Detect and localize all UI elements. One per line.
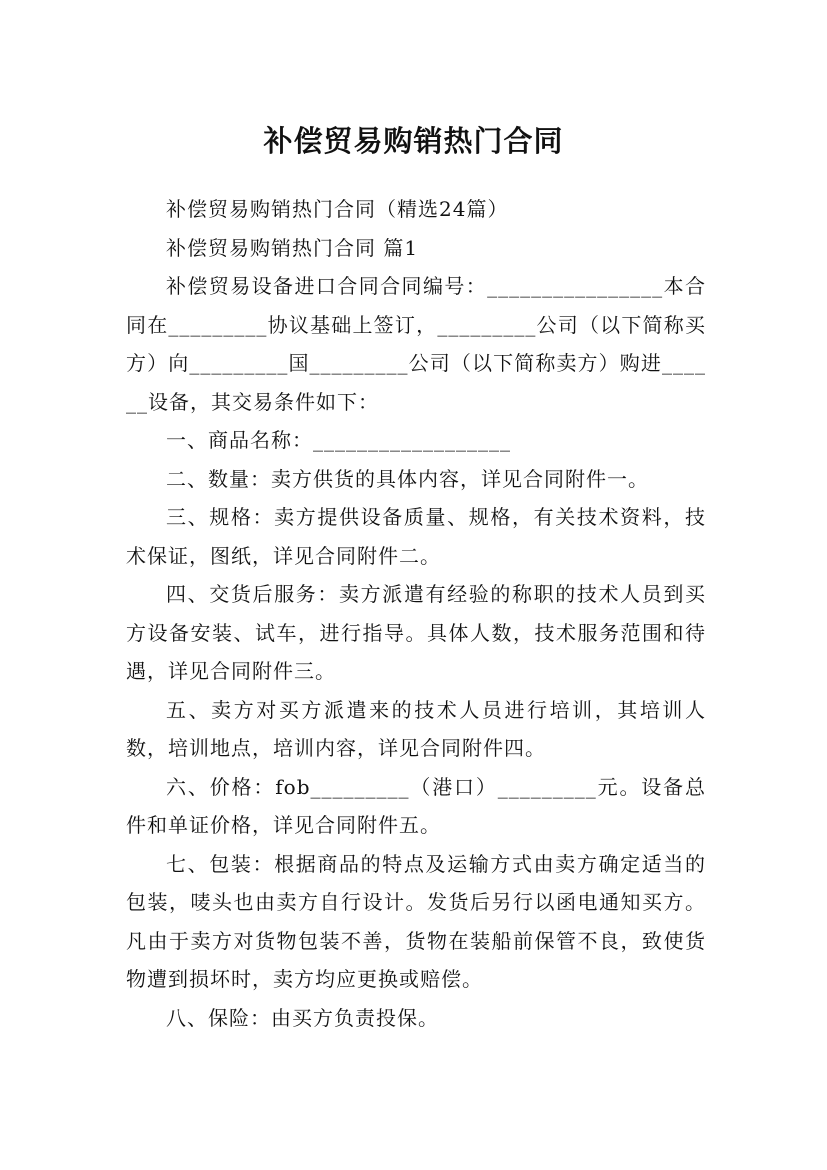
section-heading: 补偿贸易购销热门合同 篇1 [166,235,419,260]
document-title: 补偿贸易购销热门合同 [263,124,564,159]
clause-product-name: 一、商品名称：__________________ [166,428,511,452]
subtitle-paragraph: 补偿贸易购销热门合同（精选24篇） [166,197,509,221]
clause-price: 六、价格：fob_________（港口）_________元。设备总件和单证价格，详见合同附件五。 [126,774,706,837]
contract-intro-paragraph: 补偿贸易设备进口合同合同编号：________________本合同在_________协议基础上签订，_________公司（以下简称买方）向_________国_________公司（以下简称卖方）购进______设备，其交易条件如下： [126,274,706,414]
clause-after-delivery-service: 四、交货后服务：卖方派遣有经验的称职的技术人员到买方设备安装、试车，进行指导。具体人数，技术服务范围和待遇，详见合同附件三。 [126,582,706,683]
clause-specification: 三、规格：卖方提供设备质量、规格，有关技术资料，技术保证，图纸，详见合同附件二。 [126,505,706,568]
document-body [126,190,706,1037]
clause-training: 五、卖方对买方派遣来的技术人员进行培训，其培训人数，培训地点，培训内容，详见合同附件四。 [126,697,706,760]
clause-insurance: 八、保险：由买方负责投保。 [166,1005,439,1030]
clause-packaging: 七、包装：根据商品的特点及运输方式由卖方确定适当的包装，唛头也由卖方自行设计。发货后另行以函电通知买方。凡由于卖方对货物包装不善，货物在装船前保管不良，致使货物遭到损坏时，卖方均应更换或赔偿。 [126,851,706,991]
clause-quantity: 二、数量：卖方供货的具体内容，详见合同附件一。 [166,466,649,491]
